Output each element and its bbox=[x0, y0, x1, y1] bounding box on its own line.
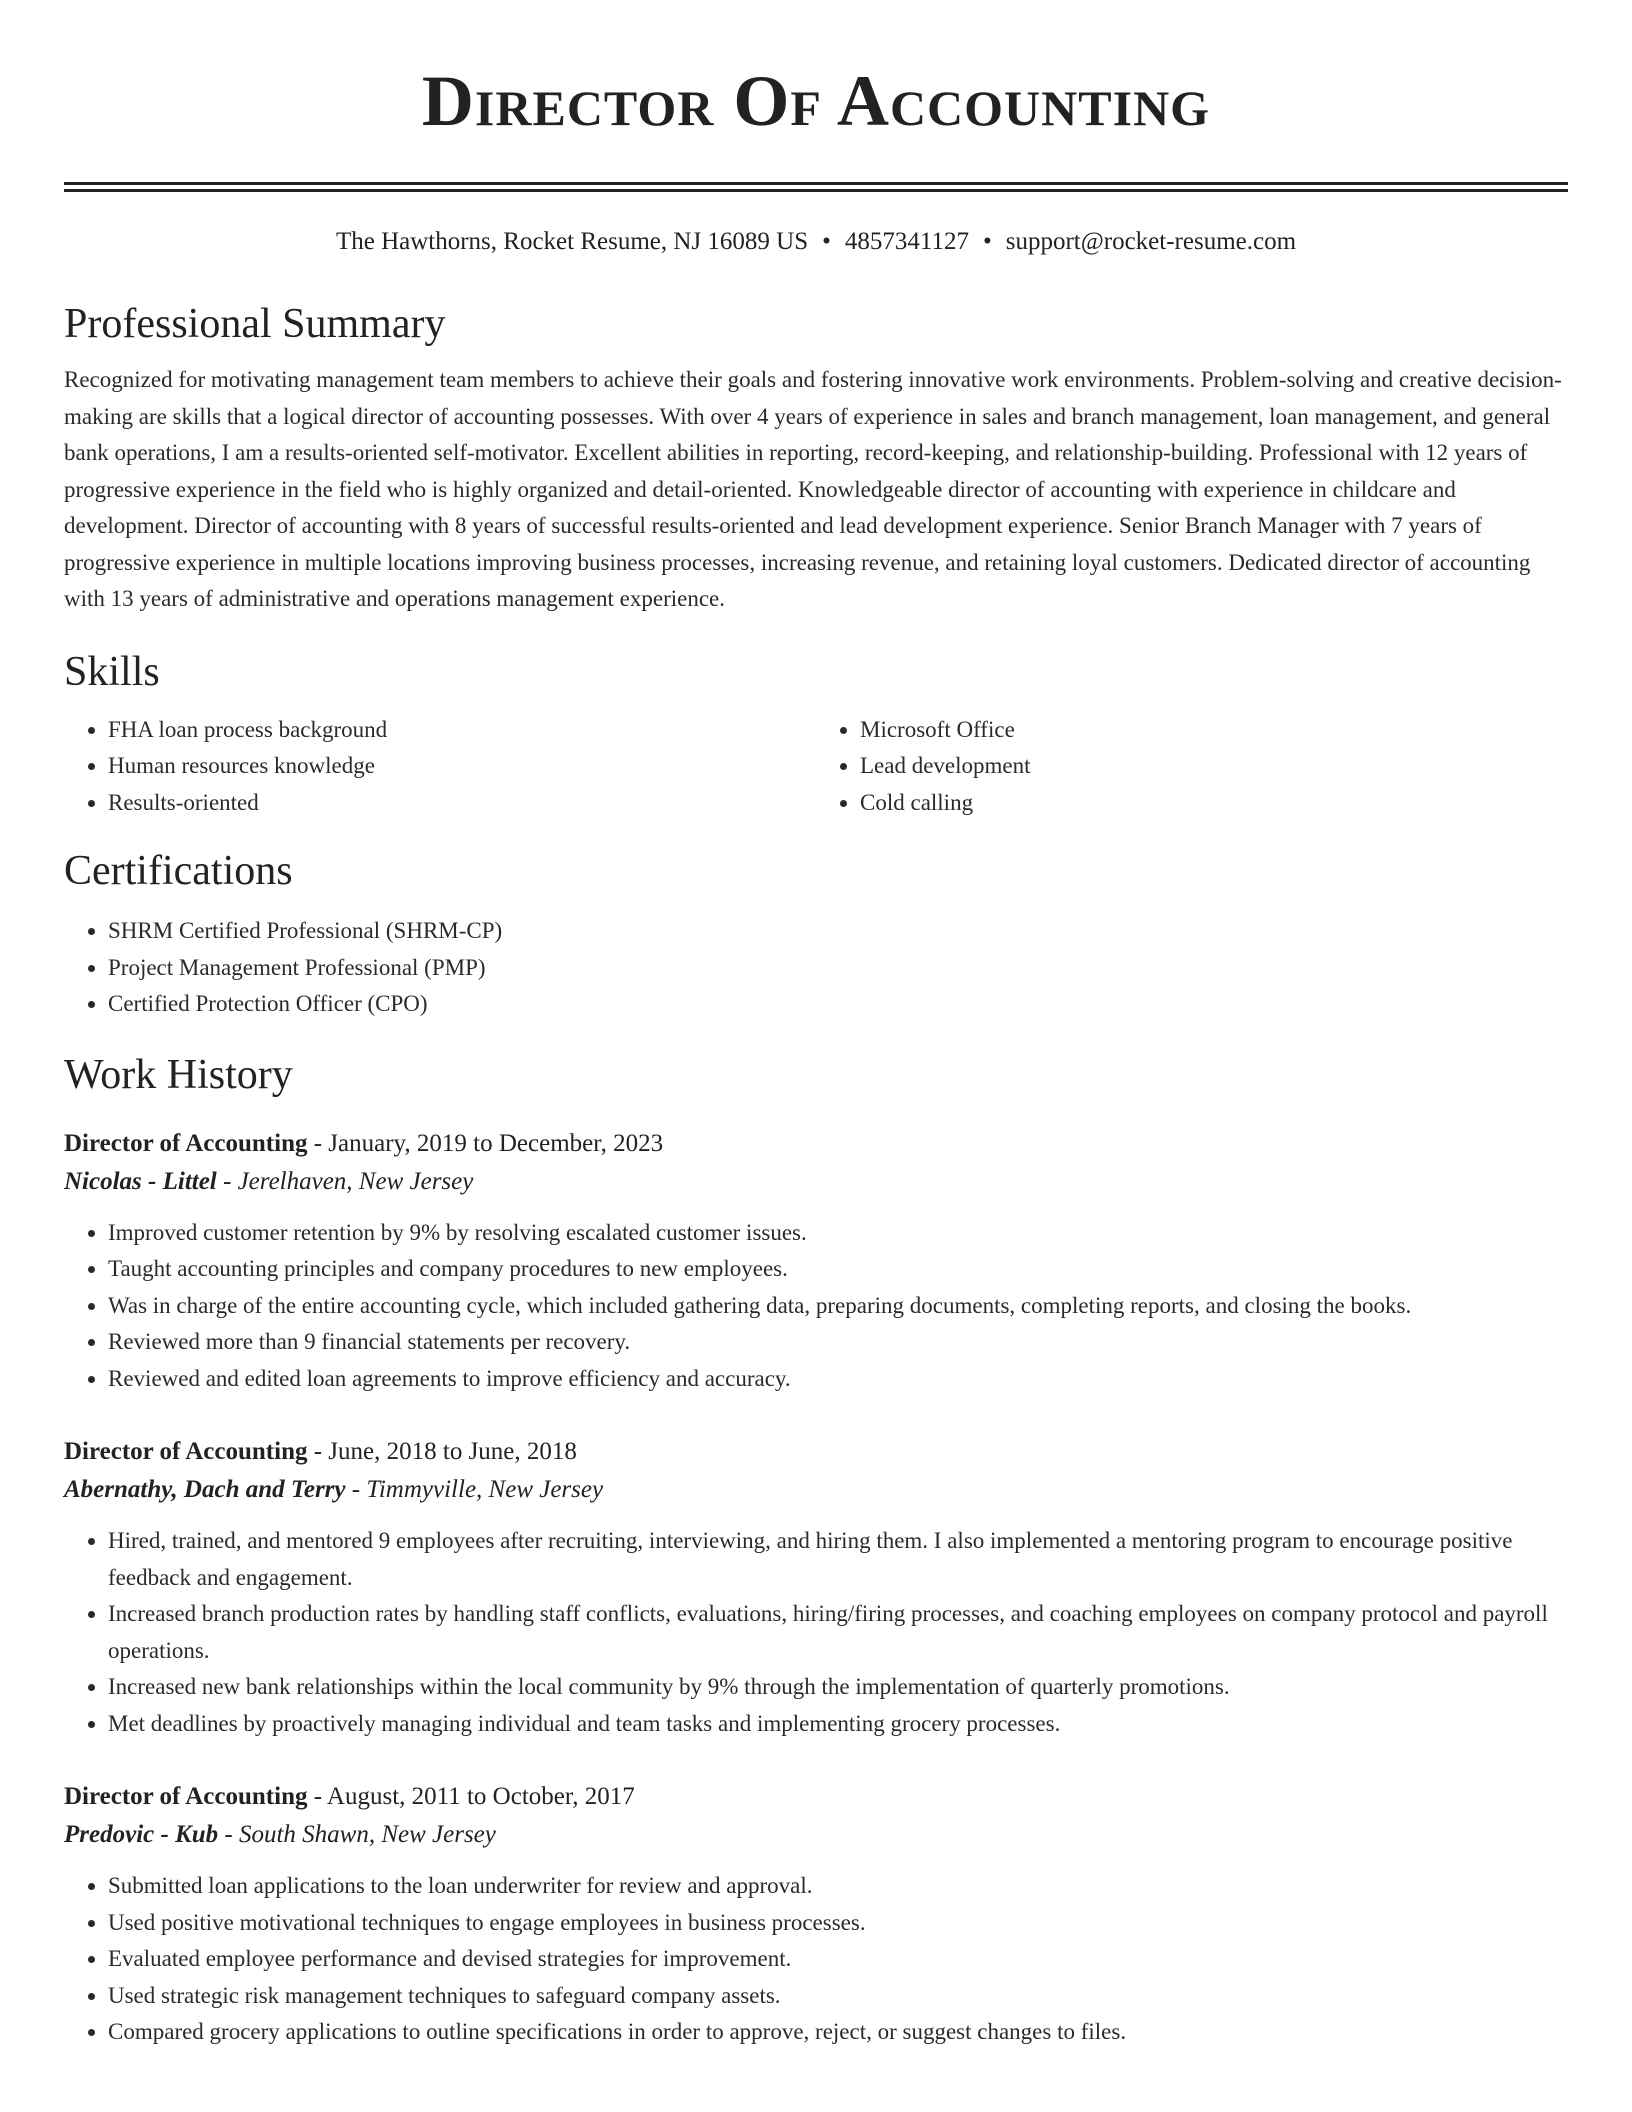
work-history-section bbox=[64, 1049, 1568, 2051]
section-heading-certifications: Certifications bbox=[64, 848, 293, 894]
job-bullet: • Improved customer retention by 9% by resolving escalated customer issues. bbox=[108, 1215, 1568, 1252]
header-double-rule bbox=[64, 182, 1568, 192]
job-company-line bbox=[64, 1163, 1568, 1201]
job-bullet: • Increased new bank relationships within the local community by 9% through the implementation of quarterly promotions. bbox=[108, 1669, 1568, 1706]
contact-address: The Hawthorns, Rocket Resume, NJ 16089 US bbox=[335, 228, 809, 255]
job-dates: - January, 2019 to December, 2023 bbox=[307, 1129, 664, 1157]
job-bullet: • Submitted loan applications to the loan underwriter for review and approval. bbox=[108, 1868, 1568, 1905]
summary-paragraph: Recognized for motivating management team members to achieve their goals and fostering innovative work environments. Problem-solving and creative decision-making are skills that a logical director of accounting possesses. With over 4 years of experience in sales and branch management, loan management, and general bank operations, I am a results-oriented self-motivator. Excellent abilities in reporting, record-keeping, and relationship-building. Professional with 12 years of progressive experience in the field who is highly organized and detail-oriented. Knowledgeable director of accounting with experience in childcare and development. Director of accounting with 8 years of successful results-oriented and lead development experience. Senior Branch Manager with 7 years of progressive experience in multiple locations improving business processes, increasing revenue, and retaining loyal customers. Dedicated director of accounting with 13 years of administrative and operations management experience. bbox=[64, 367, 1562, 611]
section-heading-skills: Skills bbox=[64, 648, 160, 695]
job-title: Director of Accounting bbox=[64, 1783, 308, 1810]
skills-list-left bbox=[64, 712, 816, 822]
job-bullets bbox=[64, 1868, 1568, 2051]
job-location: - South Shawn, New Jersey bbox=[218, 1821, 496, 1848]
skill-item: • Cold calling bbox=[860, 785, 1568, 822]
job-bullet: • Compared grocery applications to outline specifications in order to approve, reject, or suggest changes to files. bbox=[108, 2014, 1568, 2051]
skills-section bbox=[64, 646, 1568, 822]
skills-list-right bbox=[816, 712, 1568, 822]
job-bullet: • Increased branch production rates by handling staff conflicts, evaluations, hiring/firing processes, and coaching employees on company protocol and payroll operations. bbox=[108, 1596, 1568, 1669]
job-bullets bbox=[64, 1523, 1568, 1742]
resume-name: Director Of Accounting bbox=[421, 61, 1211, 141]
job-entry bbox=[64, 1778, 1568, 2051]
job-title: Director of Accounting bbox=[64, 1438, 308, 1465]
contact-line bbox=[64, 226, 1568, 258]
certification-item: • Project Management Professional (PMP) bbox=[108, 950, 1568, 987]
job-company: Abernathy, Dach and Terry bbox=[64, 1476, 346, 1503]
job-title-line bbox=[64, 1125, 1568, 1163]
certification-item: • Certified Protection Officer (CPO) bbox=[108, 986, 1568, 1023]
section-heading-summary: Professional Summary bbox=[64, 301, 446, 347]
skill-item: • Results-oriented bbox=[108, 785, 816, 822]
job-bullet: • Used strategic risk management techniques to safeguard company assets. bbox=[108, 1978, 1568, 2015]
contact-email: support@rocket-resume.com bbox=[1005, 228, 1297, 255]
skill-item: • Human resources knowledge bbox=[108, 748, 816, 785]
certifications-list bbox=[64, 913, 1568, 1023]
job-bullet: • Reviewed and edited loan agreements to improve efficiency and accuracy. bbox=[108, 1361, 1568, 1398]
job-bullet: • Used positive motivational techniques to engage employees in business processes. bbox=[108, 1905, 1568, 1942]
job-dates: - June, 2018 to June, 2018 bbox=[307, 1438, 577, 1465]
job-entry bbox=[64, 1125, 1568, 1398]
contact-phone: 4857341127 bbox=[844, 228, 969, 255]
job-bullet: • Met deadlines by proactively managing individual and team tasks and implementing grocery processes. bbox=[108, 1706, 1568, 1743]
job-title-line bbox=[64, 1778, 1568, 1816]
resume-page bbox=[64, 0, 1568, 2051]
job-title-line bbox=[64, 1433, 1568, 1471]
job-location: - Jerelhaven, New Jersey bbox=[216, 1167, 474, 1195]
job-company: Nicolas - Littel bbox=[64, 1167, 217, 1195]
skill-item: • Microsoft Office bbox=[860, 712, 1568, 749]
job-bullet: • Hired, trained, and mentored 9 employees after recruiting, interviewing, and hiring them. I also implemented a mentoring program to encourage positive feedback and engagement. bbox=[108, 1523, 1568, 1596]
skill-item: • Lead development bbox=[860, 748, 1568, 785]
certification-item: • SHRM Certified Professional (SHRM-CP) bbox=[108, 913, 1568, 950]
job-bullets bbox=[64, 1215, 1568, 1398]
section-heading-work-history: Work History bbox=[64, 1051, 293, 1098]
job-company: Predovic - Kub bbox=[64, 1821, 219, 1848]
job-bullet: • Taught accounting principles and company procedures to new employees. bbox=[108, 1251, 1568, 1288]
job-bullet: • Evaluated employee performance and devised strategies for improvement. bbox=[108, 1941, 1568, 1978]
skills-columns bbox=[64, 712, 1568, 822]
job-dates: - August, 2011 to October, 2017 bbox=[307, 1783, 635, 1810]
professional-summary-section bbox=[64, 298, 1568, 618]
job-bullet: • Reviewed more than 9 financial statements per recovery. bbox=[108, 1324, 1568, 1361]
job-bullet: • Was in charge of the entire accounting cycle, which included gathering data, preparing documents, completing reports, and closing the books. bbox=[108, 1288, 1568, 1325]
contact-separator: • bbox=[822, 228, 831, 255]
job-entry bbox=[64, 1433, 1568, 1742]
job-company-line bbox=[64, 1471, 1568, 1509]
certifications-section bbox=[64, 845, 1568, 1023]
job-title: Director of Accounting bbox=[64, 1129, 308, 1157]
skill-item: • FHA loan process background bbox=[108, 712, 816, 749]
job-company-line bbox=[64, 1816, 1568, 1854]
contact-separator: • bbox=[982, 228, 992, 255]
job-location: - Timmyville, New Jersey bbox=[345, 1476, 604, 1503]
